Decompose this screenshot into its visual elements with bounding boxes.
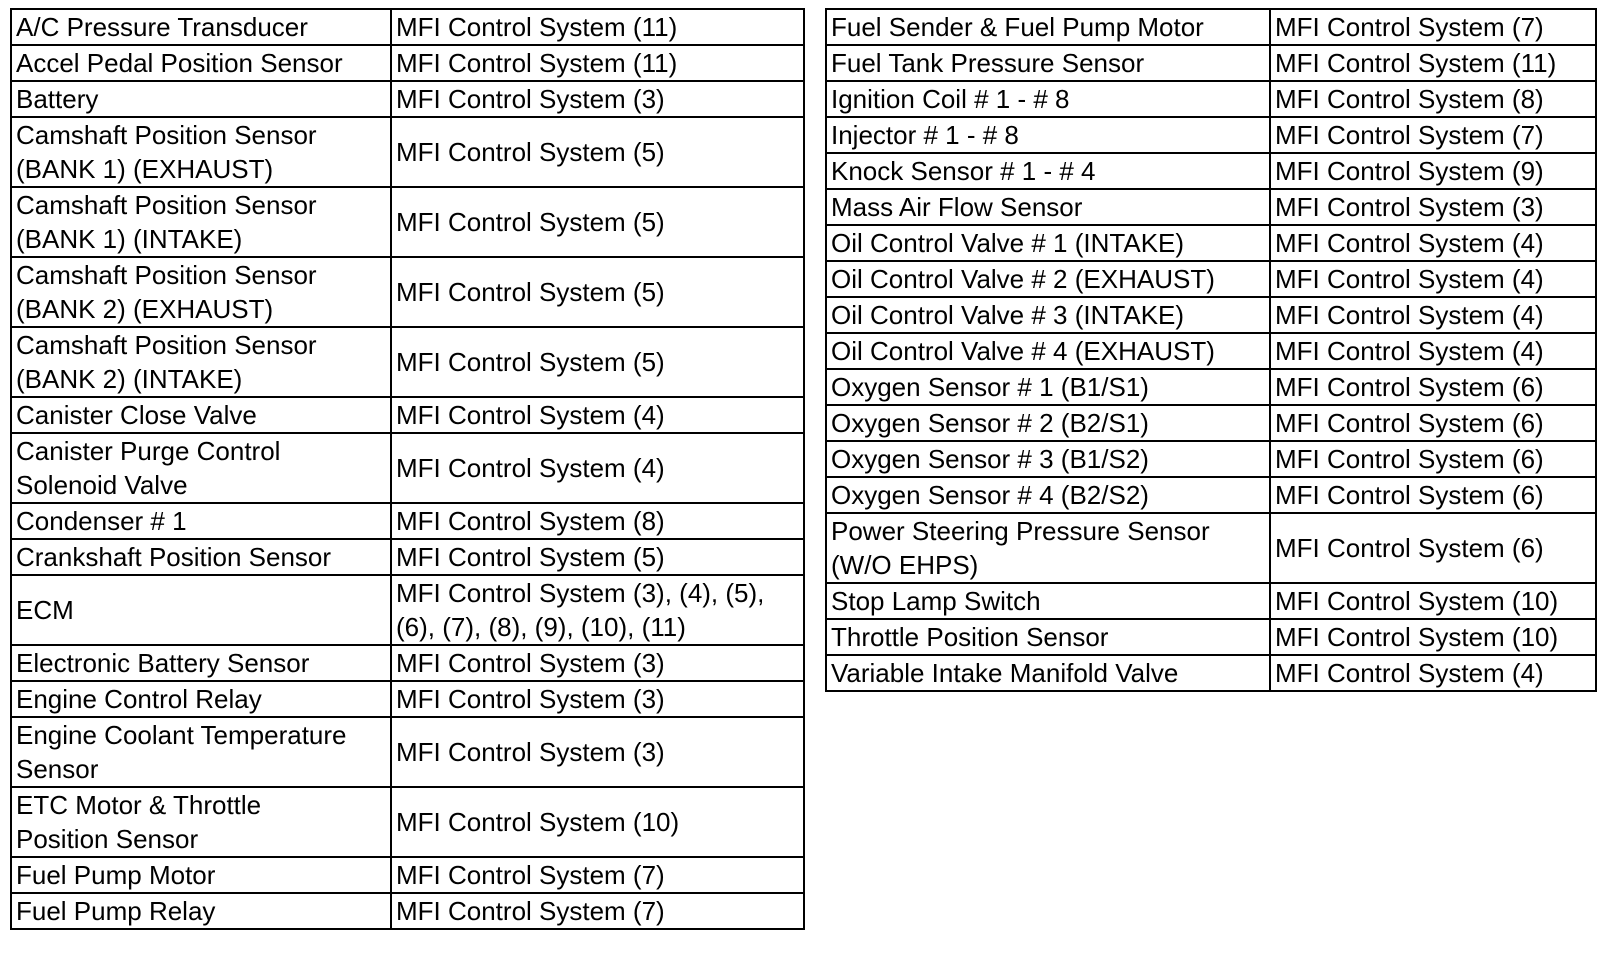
table-row — [11, 257, 804, 327]
component-cell — [826, 153, 1270, 189]
reference-cell — [391, 433, 804, 503]
component-cell — [11, 45, 391, 81]
reference-cell-text: MFI Control System (11) — [396, 48, 678, 78]
component-cell — [826, 225, 1270, 261]
component-cell-text: Oil Control Valve # 3 (INTAKE) — [831, 300, 1185, 330]
component-cell-text: Mass Air Flow Sensor — [831, 192, 1083, 222]
reference-cell-text: MFI Control System (3) — [396, 84, 665, 114]
reference-cell-text: MFI Control System (6) — [1275, 533, 1544, 563]
reference-cell-text: MFI Control System (8) — [396, 506, 665, 536]
table-row — [826, 117, 1596, 153]
reference-cell — [1270, 189, 1596, 225]
component-cell — [826, 441, 1270, 477]
reference-cell-text: MFI Control System (6) — [1275, 444, 1544, 474]
reference-cell — [391, 397, 804, 433]
component-cell-text: Oil Control Valve # 2 (EXHAUST) — [831, 264, 1215, 294]
table-row — [826, 513, 1596, 583]
reference-cell — [1270, 9, 1596, 45]
component-cell — [826, 297, 1270, 333]
reference-cell — [391, 575, 804, 645]
component-cell-text: Engine Control Relay — [16, 684, 262, 714]
reference-cell-text: MFI Control System (7) — [1275, 120, 1544, 150]
table-row — [11, 787, 804, 857]
table-row — [826, 369, 1596, 405]
component-cell — [11, 787, 391, 857]
reference-cell-text: MFI Control System (10) — [1275, 622, 1559, 652]
component-cell-text: Engine Coolant Temperature — [16, 720, 347, 750]
reference-cell-text: MFI Control System (5) — [396, 347, 665, 377]
reference-cell — [391, 681, 804, 717]
reference-cell-text: (6), (7), (8), (9), (10), (11) — [396, 612, 686, 642]
table-row — [11, 81, 804, 117]
table-row — [11, 503, 804, 539]
table-row — [11, 9, 804, 45]
table-row — [826, 225, 1596, 261]
component-cell — [11, 575, 391, 645]
component-cell — [11, 397, 391, 433]
reference-cell — [391, 81, 804, 117]
component-cell-text: Crankshaft Position Sensor — [16, 542, 332, 572]
component-cell — [826, 117, 1270, 153]
reference-cell-text: MFI Control System (9) — [1275, 156, 1544, 186]
component-cell-text: (BANK 2) (INTAKE) — [16, 364, 243, 394]
component-cell-text: Accel Pedal Position Sensor — [16, 48, 343, 78]
component-cell-text: Power Steering Pressure Sensor — [831, 516, 1210, 546]
table-row — [11, 575, 804, 645]
reference-cell-text: MFI Control System (7) — [1275, 12, 1544, 42]
reference-cell — [1270, 117, 1596, 153]
component-cell-text: Electronic Battery Sensor — [16, 648, 310, 678]
component-cell — [826, 655, 1270, 691]
reference-cell — [1270, 441, 1596, 477]
reference-cell — [1270, 333, 1596, 369]
table-row — [826, 441, 1596, 477]
reference-cell-text: MFI Control System (3) — [396, 684, 665, 714]
reference-cell-text: MFI Control System (3) — [1275, 192, 1544, 222]
table-row — [826, 619, 1596, 655]
component-cell — [826, 583, 1270, 619]
table-row — [826, 297, 1596, 333]
component-cell-text: Stop Lamp Switch — [831, 586, 1041, 616]
table-row — [11, 397, 804, 433]
reference-cell — [1270, 153, 1596, 189]
table-row — [11, 45, 804, 81]
reference-cell-text: MFI Control System (11) — [396, 12, 678, 42]
component-cell-text: Camshaft Position Sensor — [16, 120, 317, 150]
table-row — [11, 681, 804, 717]
component-cell-text: Camshaft Position Sensor — [16, 260, 317, 290]
reference-cell — [1270, 513, 1596, 583]
reference-cell — [391, 503, 804, 539]
table-row — [11, 117, 804, 187]
table-row — [11, 433, 804, 503]
table-row — [826, 655, 1596, 691]
reference-cell-text: MFI Control System (4) — [396, 453, 665, 483]
reference-cell — [1270, 225, 1596, 261]
component-cell-text: Knock Sensor # 1 - # 4 — [831, 156, 1096, 186]
component-cell-text: (W/O EHPS) — [831, 550, 979, 580]
component-cell — [11, 539, 391, 575]
component-cell-text: Position Sensor — [16, 824, 199, 854]
table-row — [826, 583, 1596, 619]
component-cell — [11, 187, 391, 257]
reference-cell-text: MFI Control System (10) — [396, 807, 680, 837]
reference-cell-text: MFI Control System (7) — [396, 896, 665, 926]
component-cell — [826, 81, 1270, 117]
reference-cell — [1270, 477, 1596, 513]
reference-cell — [1270, 261, 1596, 297]
reference-cell-text: MFI Control System (3), (4), (5), — [396, 578, 765, 608]
table-row — [826, 45, 1596, 81]
reference-cell — [391, 645, 804, 681]
reference-cell — [1270, 297, 1596, 333]
table-row — [826, 81, 1596, 117]
component-cell — [826, 333, 1270, 369]
component-cell — [826, 619, 1270, 655]
component-cell-text: (BANK 1) (EXHAUST) — [16, 154, 274, 184]
reference-cell-text: MFI Control System (6) — [1275, 480, 1544, 510]
reference-cell-text: MFI Control System (7) — [396, 860, 665, 890]
component-index-table-left — [10, 8, 805, 930]
component-cell-text: Camshaft Position Sensor — [16, 330, 317, 360]
component-cell — [11, 433, 391, 503]
component-cell-text: Sensor — [16, 754, 99, 784]
component-cell-text: ECM — [16, 595, 74, 625]
reference-cell-text: MFI Control System (5) — [396, 277, 665, 307]
reference-cell-text: MFI Control System (4) — [1275, 658, 1544, 688]
reference-cell-text: MFI Control System (4) — [1275, 300, 1544, 330]
component-cell — [826, 9, 1270, 45]
component-cell — [826, 513, 1270, 583]
reference-cell — [1270, 45, 1596, 81]
reference-cell-text: MFI Control System (3) — [396, 648, 665, 678]
component-cell-text: Solenoid Valve — [16, 470, 188, 500]
component-cell — [826, 477, 1270, 513]
component-cell-text: Throttle Position Sensor — [831, 622, 1109, 652]
reference-cell — [391, 257, 804, 327]
component-cell-text: Oil Control Valve # 1 (INTAKE) — [831, 228, 1185, 258]
component-cell-text: Oxygen Sensor # 2 (B2/S1) — [831, 408, 1149, 438]
reference-cell-text: MFI Control System (6) — [1275, 372, 1544, 402]
reference-cell — [391, 857, 804, 893]
component-cell — [11, 117, 391, 187]
component-cell-text: Canister Purge Control — [16, 436, 281, 466]
table-row — [826, 261, 1596, 297]
table-body — [826, 9, 1596, 691]
component-cell-text: Fuel Tank Pressure Sensor — [831, 48, 1145, 78]
component-cell-text: (BANK 2) (EXHAUST) — [16, 294, 274, 324]
reference-cell-text: MFI Control System (10) — [1275, 586, 1559, 616]
reference-cell — [1270, 81, 1596, 117]
component-cell-text: Camshaft Position Sensor — [16, 190, 317, 220]
reference-cell — [391, 787, 804, 857]
reference-cell — [391, 327, 804, 397]
reference-cell — [1270, 655, 1596, 691]
component-cell — [11, 503, 391, 539]
reference-cell — [1270, 369, 1596, 405]
table-row — [11, 893, 804, 929]
reference-cell — [1270, 619, 1596, 655]
component-cell-text: Fuel Sender & Fuel Pump Motor — [831, 12, 1204, 42]
table-row — [826, 333, 1596, 369]
component-cell — [11, 327, 391, 397]
component-cell — [11, 857, 391, 893]
reference-cell-text: MFI Control System (4) — [1275, 264, 1544, 294]
table-row — [11, 717, 804, 787]
component-cell-text: ETC Motor & Throttle — [16, 790, 262, 820]
reference-cell — [1270, 583, 1596, 619]
component-cell-text: (BANK 1) (INTAKE) — [16, 224, 243, 254]
component-cell-text: Oil Control Valve # 4 (EXHAUST) — [831, 336, 1215, 366]
component-cell-text: Battery — [16, 84, 99, 114]
component-cell-text: Oxygen Sensor # 3 (B1/S2) — [831, 444, 1149, 474]
reference-cell — [1270, 405, 1596, 441]
table-row — [826, 477, 1596, 513]
reference-cell-text: MFI Control System (11) — [1275, 48, 1557, 78]
reference-cell — [391, 117, 804, 187]
component-cell — [11, 257, 391, 327]
component-cell-text: Canister Close Valve — [16, 400, 257, 430]
component-cell — [11, 717, 391, 787]
table-row — [11, 645, 804, 681]
reference-cell-text: MFI Control System (6) — [1275, 408, 1544, 438]
component-cell — [826, 369, 1270, 405]
reference-cell-text: MFI Control System (5) — [396, 542, 665, 572]
table-row — [826, 153, 1596, 189]
component-cell-text: Fuel Pump Motor — [16, 860, 216, 890]
table-row — [11, 187, 804, 257]
component-cell — [826, 45, 1270, 81]
table-row — [826, 9, 1596, 45]
reference-cell-text: MFI Control System (4) — [396, 400, 665, 430]
component-cell — [11, 893, 391, 929]
table-row — [11, 327, 804, 397]
reference-cell-text: MFI Control System (4) — [1275, 336, 1544, 366]
reference-cell — [391, 187, 804, 257]
reference-cell — [391, 893, 804, 929]
table-row — [11, 857, 804, 893]
reference-cell-text: MFI Control System (5) — [396, 137, 665, 167]
component-cell — [11, 9, 391, 45]
component-index-table-right — [825, 8, 1597, 692]
component-cell-text: Oxygen Sensor # 1 (B1/S1) — [831, 372, 1149, 402]
component-cell-text: Oxygen Sensor # 4 (B2/S2) — [831, 480, 1149, 510]
component-cell-text: Ignition Coil # 1 - # 8 — [831, 84, 1070, 114]
component-cell-text: Fuel Pump Relay — [16, 896, 216, 926]
component-cell-text: Injector # 1 - # 8 — [831, 120, 1019, 150]
component-cell — [11, 645, 391, 681]
table-row — [826, 189, 1596, 225]
table-row — [826, 405, 1596, 441]
table-row — [11, 539, 804, 575]
reference-cell-text: MFI Control System (4) — [1275, 228, 1544, 258]
reference-cell — [391, 717, 804, 787]
reference-cell — [391, 9, 804, 45]
reference-cell-text: MFI Control System (5) — [396, 207, 665, 237]
table-body — [11, 9, 804, 929]
component-cell — [826, 261, 1270, 297]
component-cell — [11, 681, 391, 717]
reference-cell — [391, 539, 804, 575]
component-cell-text: Condenser # 1 — [16, 506, 187, 536]
reference-cell — [391, 45, 804, 81]
reference-cell-text: MFI Control System (8) — [1275, 84, 1544, 114]
component-cell — [11, 81, 391, 117]
reference-cell-text: MFI Control System (3) — [396, 737, 665, 767]
component-cell-text: A/C Pressure Transducer — [16, 12, 308, 42]
component-cell-text: Variable Intake Manifold Valve — [831, 658, 1179, 688]
component-cell — [826, 405, 1270, 441]
component-cell — [826, 189, 1270, 225]
